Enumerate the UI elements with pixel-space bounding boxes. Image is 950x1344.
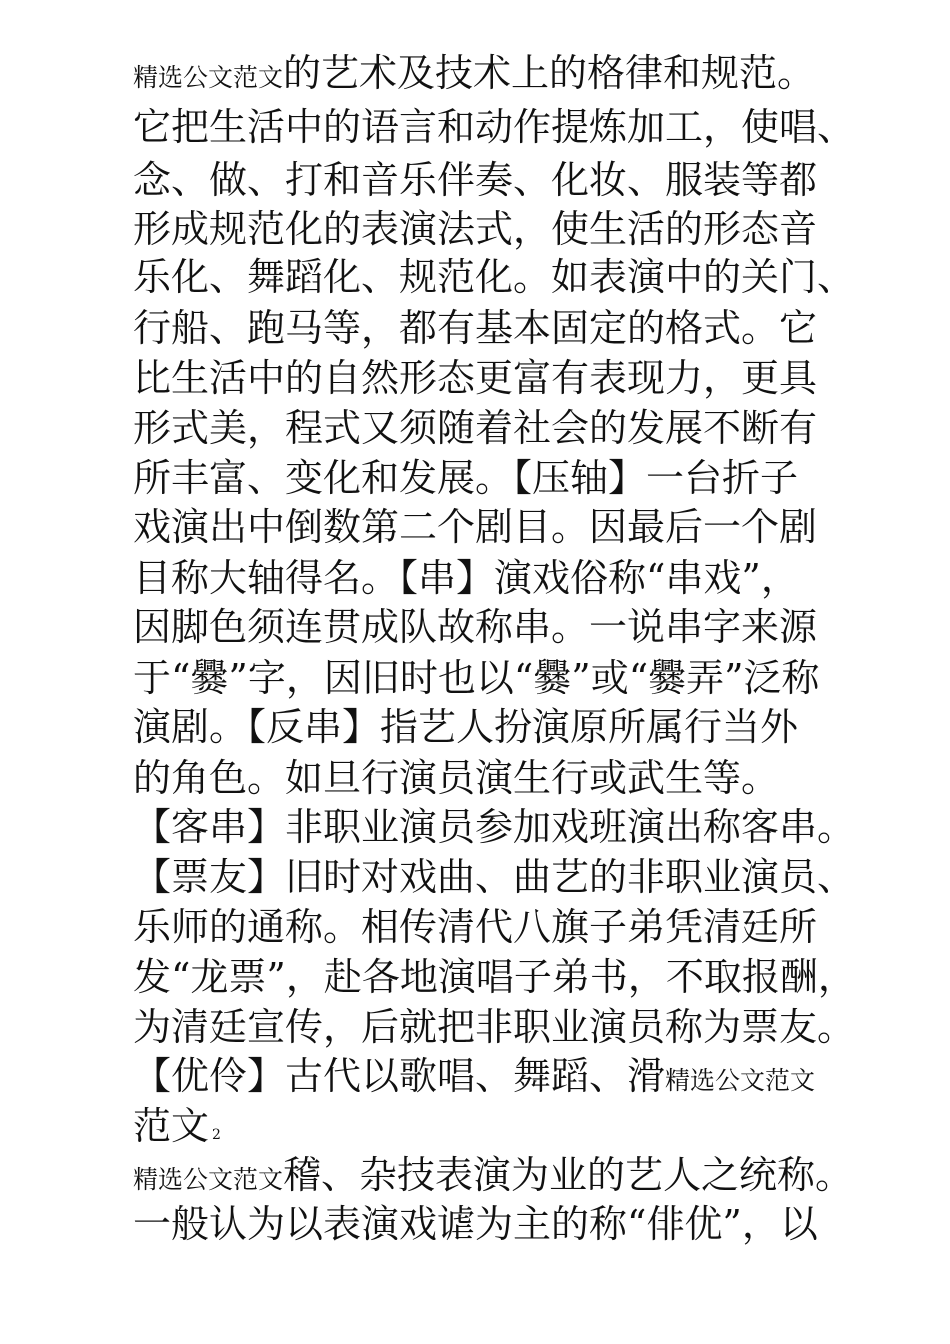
text-line: 于“爨”字，因旧时也以“爨”或“爨弄”泛称 — [133, 656, 820, 700]
text-line — [133, 1051, 815, 1101]
line-text: 范文 — [133, 1104, 210, 1148]
text-line: 目称大轴得名。【串】演戏俗称“串戏”， — [133, 556, 799, 600]
page-number: 2 — [212, 1127, 221, 1143]
text-line: 因脚色须连贯成队故称串。一说串字来源 — [133, 605, 818, 649]
text-line — [133, 1150, 853, 1200]
text-line: 戏演出中倒数第二个剧目。因最后一个剧 — [133, 505, 818, 549]
text-line — [133, 1101, 221, 1151]
text-line: 乐师的通称。相传清代八旗子弟凭清廷所 — [133, 905, 818, 949]
text-line: 演剧。【反串】指艺人扮演原所属行当外 — [133, 705, 799, 749]
line-text: 的艺术及技术上的格律和规范。 — [283, 51, 816, 95]
text-line: 念、做、打和音乐伴奏、化妆、服装等都 — [133, 158, 818, 202]
text-line: 比生活中的自然形态更富有表现力，更具 — [133, 356, 818, 400]
text-line: 的角色。如旦行演员演生行或武生等。 — [133, 756, 780, 800]
text-line: 它把生活中的语言和动作提炼加工，使唱、 — [133, 105, 856, 149]
header-label: 精选公文范文 — [133, 63, 284, 92]
footer-label: 精选公文范文 — [665, 1066, 816, 1095]
text-line: 行船、跑马等，都有基本固定的格式。它 — [133, 306, 818, 350]
text-line: 发“龙票”，赴各地演唱子弟书，不取报酬， — [133, 955, 856, 999]
text-line: 为清廷宣传，后就把非职业演员称为票友。 — [133, 1005, 856, 1049]
text-line: 形式美，程式又须随着社会的发展不断有 — [133, 406, 818, 450]
text-line: 所丰富、变化和发展。【压轴】一台折子 — [133, 456, 799, 500]
line-text: 【优伶】古代以歌唱、舞蹈、滑 — [133, 1054, 666, 1098]
text-line: 形成规范化的表演法式，使生活的形态音 — [133, 207, 818, 251]
text-line: 一般认为以表演戏谑为主的称“俳优”，以 — [133, 1202, 818, 1246]
text-line: 乐化、舞蹈化、规范化。如表演中的关门、 — [133, 255, 856, 299]
text-line — [133, 48, 815, 98]
text-line: 【客串】非职业演员参加戏班演出称客串。 — [133, 805, 856, 849]
line-text: 稽、杂技表演为业的艺人之统称。 — [283, 1153, 854, 1197]
text-line: 【票友】旧时对戏曲、曲艺的非职业演员、 — [133, 855, 856, 899]
header-label: 精选公文范文 — [133, 1165, 284, 1194]
